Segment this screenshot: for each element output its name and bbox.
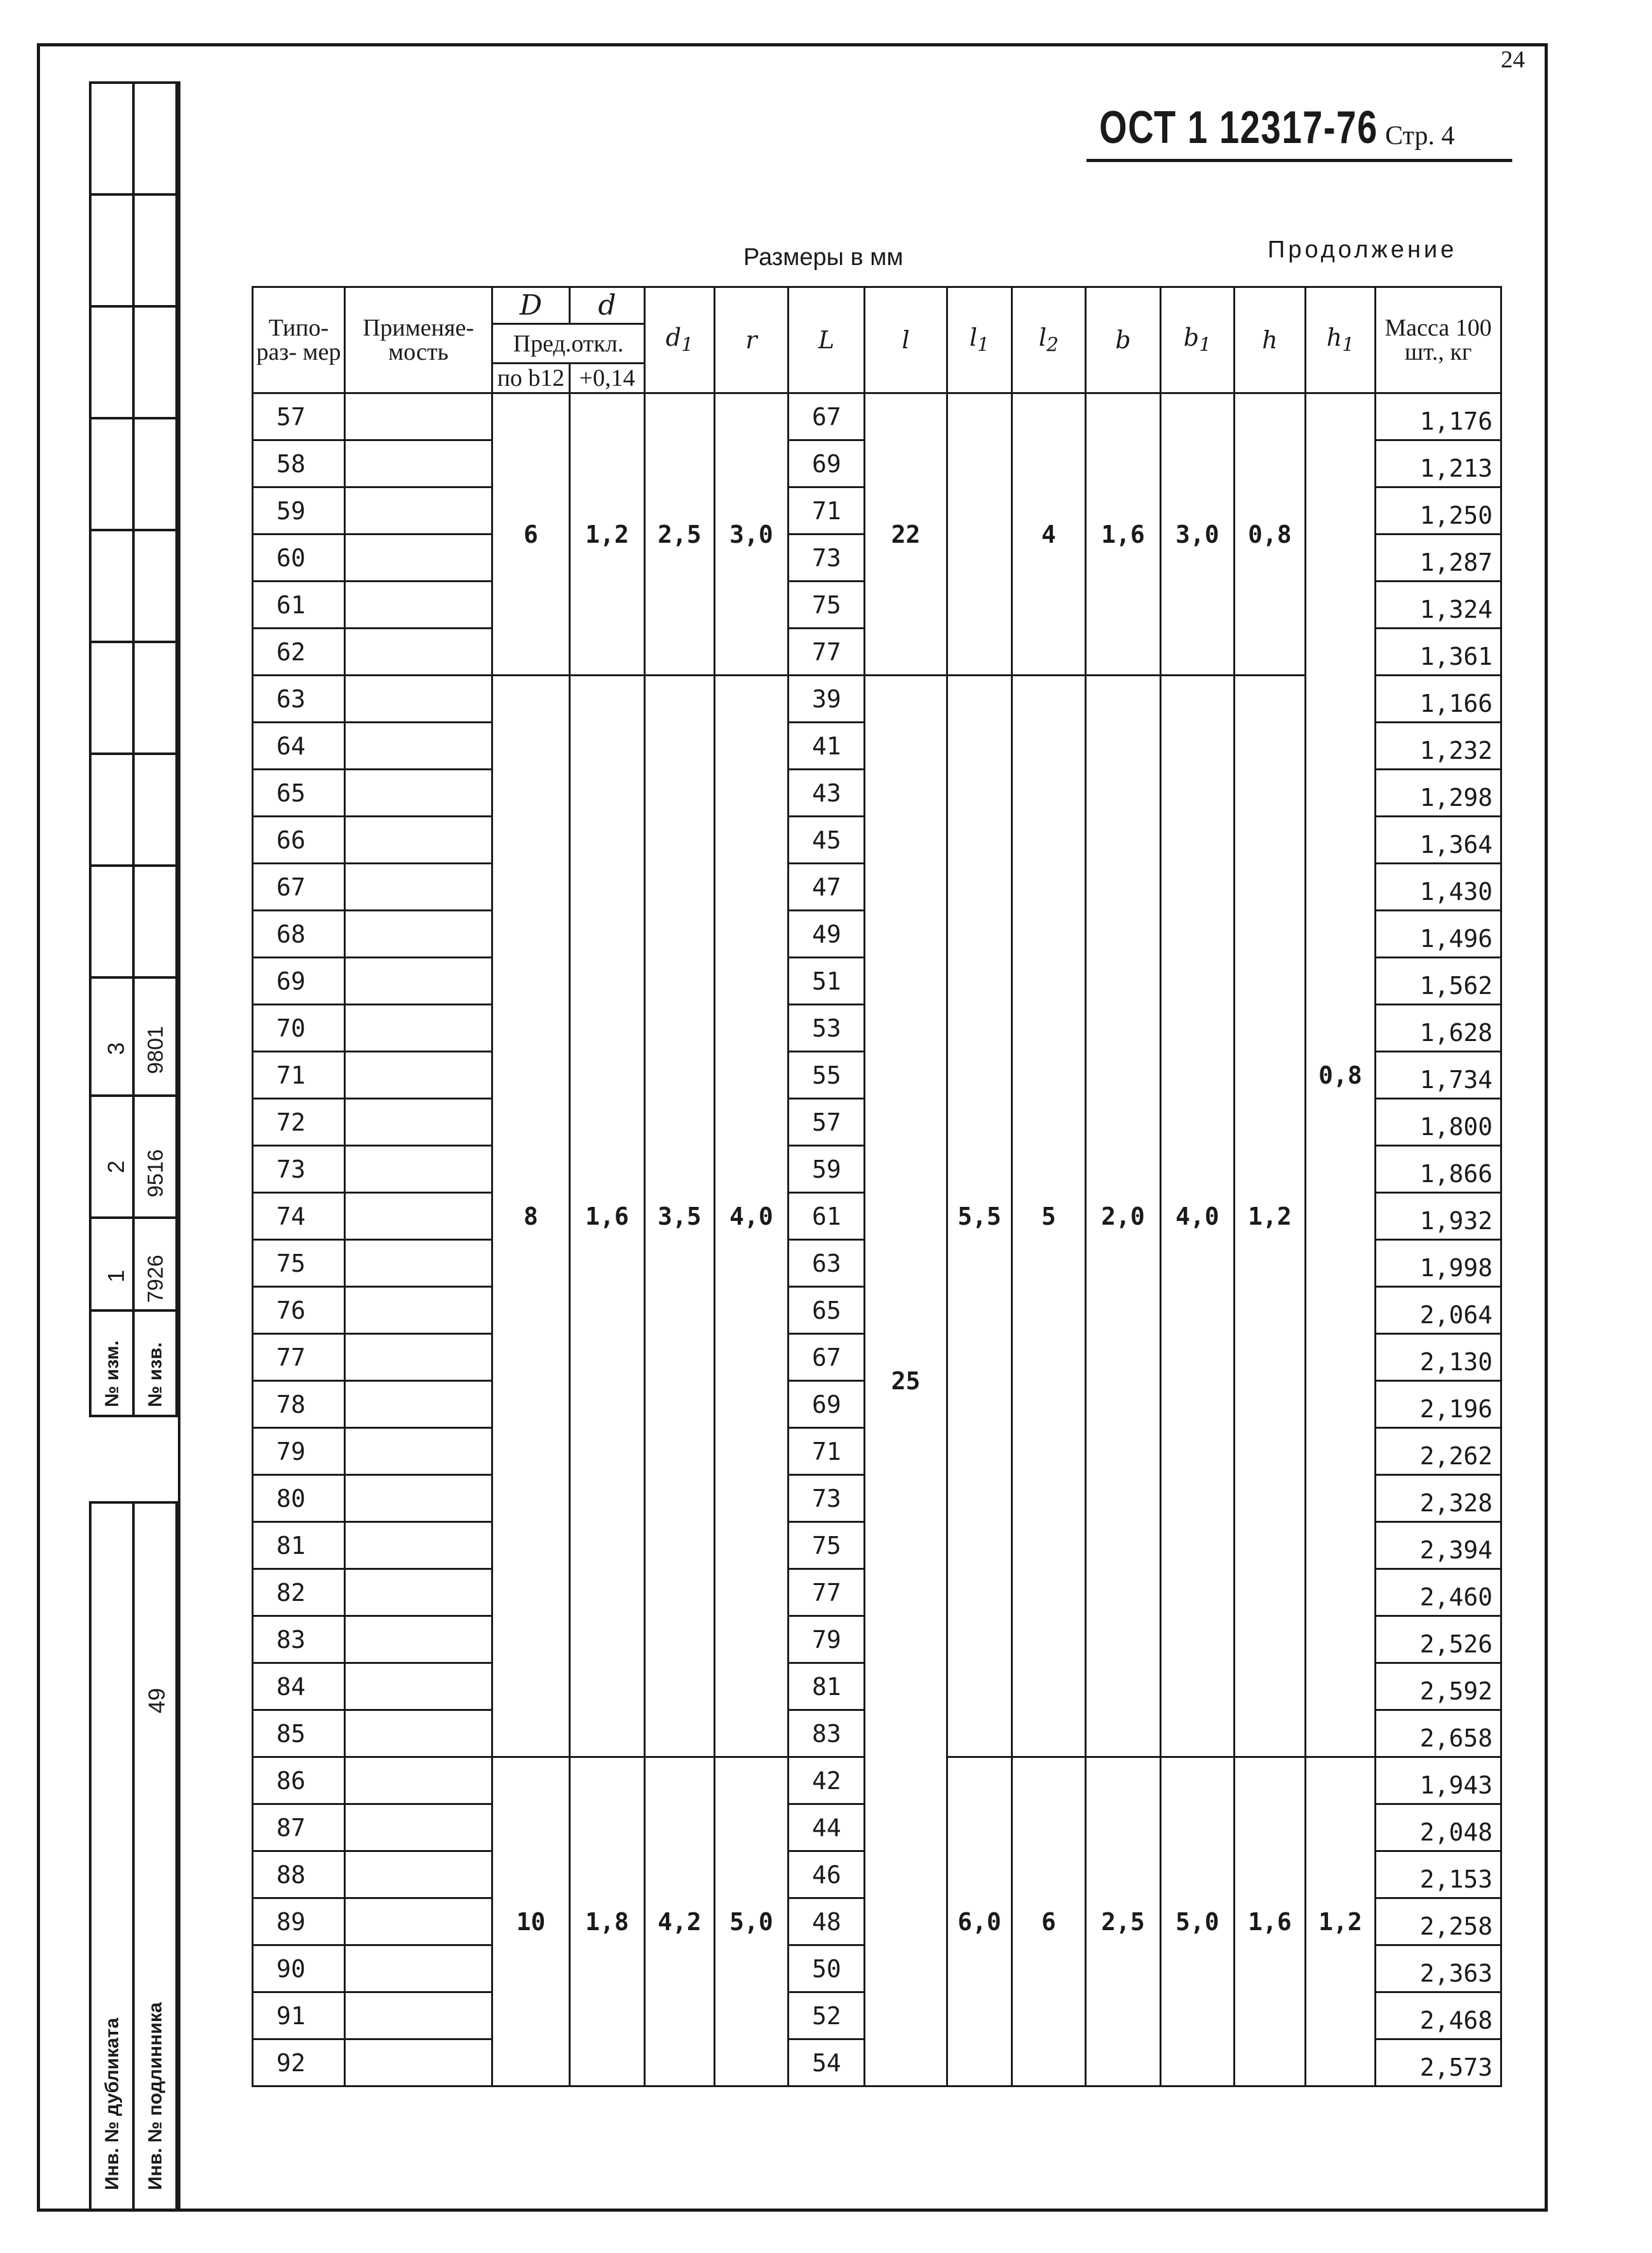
row-mass: 2,258 (1376, 1898, 1501, 1945)
row-number: 73 (253, 1146, 345, 1193)
header-d-tolerance: +0,14 (570, 364, 645, 393)
row-number: 82 (253, 1569, 345, 1616)
row-L: 77 (789, 1569, 865, 1616)
row-applicability (345, 1757, 492, 1804)
g2-l2: 5 (1012, 676, 1086, 1757)
row-applicability (345, 1099, 492, 1146)
row-applicability (345, 1851, 492, 1898)
header-mass: Масса 100 шт., кг (1376, 287, 1501, 393)
header-L: L (789, 287, 865, 393)
row-mass: 2,363 (1376, 1945, 1501, 1992)
row-applicability (345, 1945, 492, 1992)
row-number: 77 (253, 1334, 345, 1381)
row-mass: 1,430 (1376, 864, 1501, 911)
row-L: 63 (789, 1240, 865, 1287)
row-number: 89 (253, 1898, 345, 1945)
row-mass: 2,153 (1376, 1851, 1501, 1898)
document-code: ОСТ 1 12317-76 (1099, 102, 1378, 153)
row-mass: 2,592 (1376, 1663, 1501, 1710)
row-number: 57 (253, 393, 345, 440)
row-L: 45 (789, 817, 865, 864)
row-number: 61 (253, 582, 345, 629)
stamp-izm-label: № изм. (89, 1309, 135, 1417)
header-D-tolerance: по b12 (492, 364, 570, 393)
stamp-cell (132, 193, 178, 308)
g3-h: 1,6 (1235, 1757, 1306, 2086)
row-applicability (345, 487, 492, 534)
row-mass: 2,262 (1376, 1428, 1501, 1475)
l1-top (947, 393, 1012, 676)
header-b: b (1086, 287, 1161, 393)
header-d1: $d_1$ (645, 287, 715, 393)
stamp-cell (89, 305, 135, 419)
row-applicability (345, 1710, 492, 1757)
row-mass: 1,232 (1376, 723, 1501, 770)
stamp-cell (132, 641, 178, 755)
row-applicability (345, 1898, 492, 1945)
row-L: 51 (789, 958, 865, 1005)
row-number: 80 (253, 1475, 345, 1522)
row-applicability (345, 911, 492, 958)
stamp-dub-cell: Инв. № дубликата (89, 1501, 135, 2212)
stamp-izv-3: 9801 (132, 976, 178, 1097)
stamp-cell (132, 81, 178, 196)
row-number: 90 (253, 1945, 345, 1992)
row-applicability (345, 1381, 492, 1428)
row-L: 75 (789, 582, 865, 629)
row-applicability (345, 1287, 492, 1334)
row-mass: 1,324 (1376, 582, 1501, 629)
row-number: 75 (253, 1240, 345, 1287)
row-mass: 1,562 (1376, 958, 1501, 1005)
row-L: 44 (789, 1804, 865, 1851)
row-applicability (345, 1522, 492, 1569)
row-applicability (345, 1663, 492, 1710)
row-mass: 2,064 (1376, 1287, 1501, 1334)
row-L: 73 (789, 1475, 865, 1522)
g3-b: 2,5 (1086, 1757, 1161, 2086)
g3-D: 10 (492, 1757, 570, 2086)
stamp-cell (132, 417, 178, 531)
row-L: 75 (789, 1522, 865, 1569)
row-L: 48 (789, 1898, 865, 1945)
row-number: 64 (253, 723, 345, 770)
row-mass: 2,573 (1376, 2039, 1501, 2086)
header-b1: $b_1$ (1161, 287, 1235, 393)
row-mass: 2,048 (1376, 1804, 1501, 1851)
document-code-underline (1087, 159, 1512, 162)
g3-l2: 6 (1012, 1757, 1086, 2086)
row-number: 71 (253, 1052, 345, 1099)
row-number: 69 (253, 958, 345, 1005)
row-mass: 2,328 (1376, 1475, 1501, 1522)
row-number: 91 (253, 1992, 345, 2039)
row-L: 42 (789, 1757, 865, 1804)
stamp-izm-1: 1 (89, 1216, 135, 1312)
row-number: 62 (253, 629, 345, 676)
row-number: 85 (253, 1710, 345, 1757)
row-number: 70 (253, 1005, 345, 1052)
row-mass: 1,361 (1376, 629, 1501, 676)
row-applicability (345, 1005, 492, 1052)
page-number: 24 (1501, 46, 1525, 73)
g2-l: 25 (865, 676, 947, 2086)
row-L: 50 (789, 1945, 865, 1992)
stamp-cell (132, 305, 178, 419)
stamp-izm-2: 2 (89, 1094, 135, 1219)
row-L: 67 (789, 1334, 865, 1381)
row-number: 84 (253, 1663, 345, 1710)
g3-l1: 6,0 (947, 1757, 1012, 2086)
row-mass: 1,213 (1376, 440, 1501, 487)
row-L: 43 (789, 770, 865, 817)
row-applicability (345, 440, 492, 487)
row-L: 52 (789, 1992, 865, 2039)
g1-b1: 3,0 (1161, 393, 1235, 676)
dimensions-table (252, 286, 1502, 2087)
stamp-izm-3: 3 (89, 976, 135, 1097)
row-applicability (345, 1616, 492, 1663)
row-mass: 1,364 (1376, 817, 1501, 864)
row-number: 92 (253, 2039, 345, 2086)
g1-b: 1,6 (1086, 393, 1161, 676)
row-mass: 1,250 (1376, 487, 1501, 534)
row-applicability (345, 770, 492, 817)
row-number: 78 (253, 1381, 345, 1428)
row-L: 65 (789, 1287, 865, 1334)
row-L: 69 (789, 440, 865, 487)
row-mass: 1,866 (1376, 1146, 1501, 1193)
units-note: Размеры в мм (743, 244, 904, 271)
stamp-cell (89, 752, 135, 867)
header-pred-otkl: Пред.откл. (492, 324, 645, 364)
g2-h1: 0,8 (1306, 393, 1376, 1757)
row-applicability (345, 817, 492, 864)
row-L: 49 (789, 911, 865, 958)
stamp-izv-2: 9516 (132, 1094, 178, 1219)
row-mass: 2,460 (1376, 1569, 1501, 1616)
table-row (253, 393, 1501, 440)
row-applicability (345, 723, 492, 770)
row-number: 72 (253, 1099, 345, 1146)
row-mass: 1,287 (1376, 534, 1501, 582)
row-L: 83 (789, 1710, 865, 1757)
header-l2: $l_2$ (1012, 287, 1086, 393)
stamp-cell (89, 193, 135, 308)
g3-d: 1,8 (570, 1757, 645, 2086)
row-number: 79 (253, 1428, 345, 1475)
row-L: 71 (789, 487, 865, 534)
g2-d: 1,6 (570, 676, 645, 1757)
g1-r: 3,0 (715, 393, 789, 676)
row-applicability (345, 864, 492, 911)
stamp-cell (132, 864, 178, 979)
row-mass: 1,800 (1376, 1099, 1501, 1146)
stamp-cell (132, 752, 178, 867)
row-applicability (345, 393, 492, 440)
g3-h1: 1,2 (1306, 1757, 1376, 2086)
g1-h: 0,8 (1235, 393, 1306, 676)
row-applicability (345, 1569, 492, 1616)
row-number: 58 (253, 440, 345, 487)
row-L: 55 (789, 1052, 865, 1099)
row-applicability (345, 1804, 492, 1851)
row-L: 46 (789, 1851, 865, 1898)
header-D: D (492, 287, 570, 324)
row-mass: 1,298 (1376, 770, 1501, 817)
header-h: h (1235, 287, 1306, 393)
header-l: l (865, 287, 947, 393)
row-applicability (345, 1992, 492, 2039)
stamp-izv-1: 7926 (132, 1216, 178, 1312)
row-number: 60 (253, 534, 345, 582)
g1-d: 1,2 (570, 393, 645, 676)
row-mass: 1,943 (1376, 1757, 1501, 1804)
row-L: 39 (789, 676, 865, 723)
row-mass: 1,734 (1376, 1052, 1501, 1099)
row-mass: 1,628 (1376, 1005, 1501, 1052)
row-applicability (345, 676, 492, 723)
g2-b1: 4,0 (1161, 676, 1235, 1757)
row-applicability (345, 1146, 492, 1193)
header-h1: $h_1$ (1306, 287, 1376, 393)
row-number: 88 (253, 1851, 345, 1898)
stamp-cell (89, 81, 135, 196)
row-mass: 2,130 (1376, 1334, 1501, 1381)
g3-d1: 4,2 (645, 1757, 715, 2086)
row-applicability (345, 958, 492, 1005)
header-r: r (715, 287, 789, 393)
row-L: 77 (789, 629, 865, 676)
row-L: 71 (789, 1428, 865, 1475)
row-number: 66 (253, 817, 345, 864)
g1-d1: 2,5 (645, 393, 715, 676)
header-l1: $l_1$ (947, 287, 1012, 393)
row-number: 65 (253, 770, 345, 817)
row-applicability (345, 1428, 492, 1475)
g2-d1: 3,5 (645, 676, 715, 1757)
row-mass: 1,998 (1376, 1240, 1501, 1287)
stamp-cell (89, 529, 135, 643)
row-mass: 1,176 (1376, 393, 1501, 440)
row-number: 83 (253, 1616, 345, 1663)
row-L: 67 (789, 393, 865, 440)
row-applicability (345, 2039, 492, 2086)
row-applicability (345, 534, 492, 582)
row-applicability (345, 1240, 492, 1287)
stamp-podl-cell: 49 Инв. № подлинника (132, 1501, 178, 2212)
row-applicability (345, 1052, 492, 1099)
g1-l: 22 (865, 393, 947, 676)
row-L: 69 (789, 1381, 865, 1428)
row-number: 59 (253, 487, 345, 534)
table-body (253, 393, 1501, 2086)
row-mass: 1,496 (1376, 911, 1501, 958)
g3-r: 5,0 (715, 1757, 789, 2086)
row-L: 61 (789, 1193, 865, 1240)
row-number: 63 (253, 676, 345, 723)
row-number: 81 (253, 1522, 345, 1569)
stamp-cell (89, 864, 135, 979)
row-mass: 2,394 (1376, 1522, 1501, 1569)
g1-l2: 4 (1012, 393, 1086, 676)
row-mass: 2,196 (1376, 1381, 1501, 1428)
g2-h: 1,2 (1235, 676, 1306, 1757)
row-L: 53 (789, 1005, 865, 1052)
row-L: 59 (789, 1146, 865, 1193)
row-applicability (345, 1475, 492, 1522)
row-mass: 2,526 (1376, 1616, 1501, 1663)
g2-D: 8 (492, 676, 570, 1757)
stamp-cell (89, 641, 135, 755)
row-number: 76 (253, 1287, 345, 1334)
stamp-izv-label: № изв. (132, 1309, 178, 1417)
row-number: 67 (253, 864, 345, 911)
row-number: 74 (253, 1193, 345, 1240)
row-applicability (345, 1334, 492, 1381)
g1-D: 6 (492, 393, 570, 676)
row-mass: 2,658 (1376, 1710, 1501, 1757)
row-applicability (345, 1193, 492, 1240)
g3-b1: 5,0 (1161, 1757, 1235, 2086)
row-L: 81 (789, 1663, 865, 1710)
row-applicability (345, 629, 492, 676)
row-mass: 1,932 (1376, 1193, 1501, 1240)
row-L: 79 (789, 1616, 865, 1663)
document-page: Стр. 4 (1385, 121, 1455, 151)
g2-r: 4,0 (715, 676, 789, 1757)
row-L: 41 (789, 723, 865, 770)
row-L: 73 (789, 534, 865, 582)
row-mass: 1,166 (1376, 676, 1501, 723)
stamp-cell (132, 529, 178, 643)
row-number: 68 (253, 911, 345, 958)
header-d: d (570, 287, 645, 324)
row-number: 87 (253, 1804, 345, 1851)
g2-b: 2,0 (1086, 676, 1161, 1757)
row-mass: 2,468 (1376, 1992, 1501, 2039)
row-applicability (345, 582, 492, 629)
g2-l1: 5,5 (947, 676, 1012, 1757)
stamp-cell (89, 417, 135, 531)
row-L: 47 (789, 864, 865, 911)
header-primenyaemost: Применяе- мость (345, 287, 492, 393)
row-L: 54 (789, 2039, 865, 2086)
row-L: 57 (789, 1099, 865, 1146)
header-tiporazmer: Типо- раз- мер (253, 287, 345, 393)
row-number: 86 (253, 1757, 345, 1804)
continuation-label: Продолжение (1268, 236, 1458, 263)
